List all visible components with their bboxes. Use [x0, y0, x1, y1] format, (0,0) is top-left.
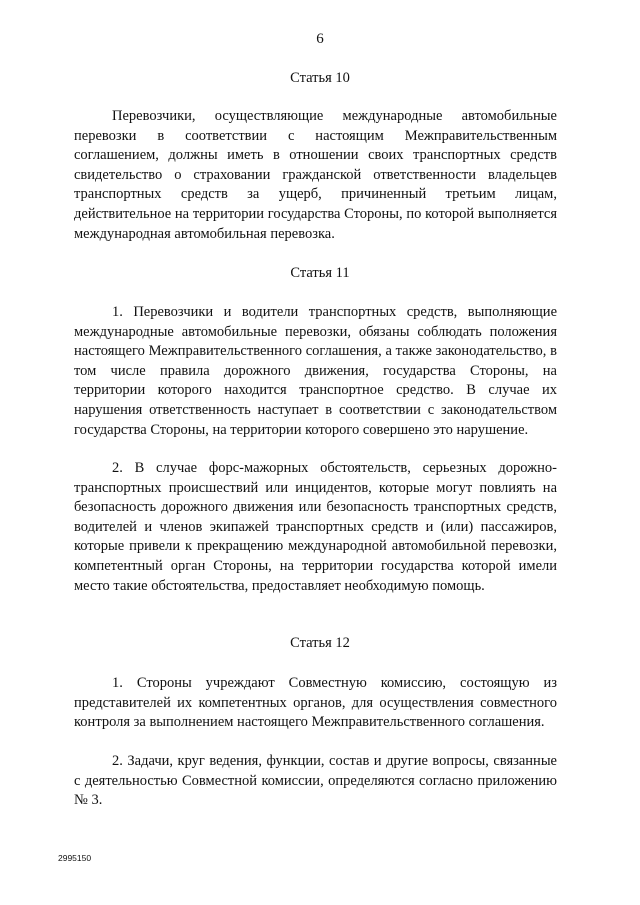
article-paragraph: 2. Задачи, круг ведения, функции, состав и другие вопросы, связанные с деятельностью Совместной комиссии, определяются согласно приложению № 3.	[74, 753, 557, 809]
article-paragraph: 1. Стороны учреждают Совместную комиссию, состоящую из представителей их компетентных органов, для осуществления совместного контроля за выполнением настоящего Межправительственного соглашения.	[74, 675, 557, 731]
article-heading: Статья 12	[290, 635, 350, 651]
article-paragraph: 2. В случае форс-мажорных обстоятельств, серьезных дорожно-транспортных происшествий или инцидентов, которые могут повлиять на безопасность дорожного движения или безопасность транспортных средств, водителей и членов экипажей транспортных средств и (или) пассажиров, которые привели к прекращению международной автомобильной перевозки, компетентный орган Стороны, на территории государства которой имели место такие обстоятельства, предоставляет необходимую помощь.	[74, 460, 557, 594]
document-code: 2995150	[58, 853, 92, 863]
article-paragraph: Перевозчики, осуществляющие международные автомобильные перевозки в соответствии с настоящим Межправительственным соглашением, должны иметь в отношении своих транспортных средств свидетельство о страховании гражданской ответственности владельцев транспортных средств за ущерб, причиненный третьим лицам, действительное на территории государства Стороны, по которой выполняется международная автомобильная перевозка.	[74, 108, 557, 242]
article-paragraph: 1. Перевозчики и водители транспортных средств, выполняющие международные автомобильные перевозки, обязаны соблюдать положения настоящего Межправительственного соглашения, а также законодательство, в том числе правила дорожного движения, государства Стороны, на территории которого находится транспортное средство. В случае их нарушения ответственность наступает в соответствии с законодательством государства Стороны, на территории которого совершено это нарушение.	[74, 304, 557, 438]
article-heading: Статья 11	[290, 265, 350, 281]
page-number: 6	[316, 31, 324, 47]
article-heading: Статья 10	[290, 70, 350, 86]
